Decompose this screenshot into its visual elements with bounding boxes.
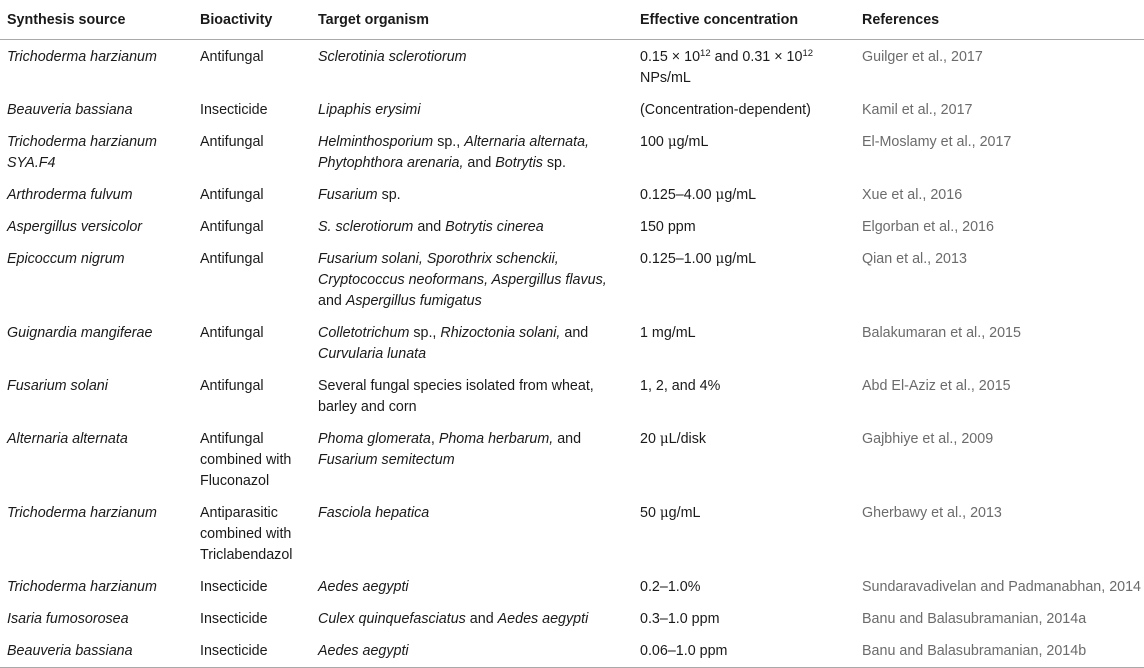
italic-text: Fusarium xyxy=(318,187,378,203)
text-run: NPs/mL xyxy=(640,70,691,86)
cell-effective-concentration xyxy=(633,40,855,95)
micro-symbol: μ xyxy=(659,431,669,447)
italic-text: Fusarium solani, Sporothrix schenckii, Cryptococcus neoformans, Aspergillus flavus, xyxy=(318,251,607,288)
cell-target-organism xyxy=(311,40,633,95)
text-run: g/mL xyxy=(676,134,709,150)
cell-reference: Guilger et al., 2017 xyxy=(862,49,983,65)
italic-text: Botrytis xyxy=(495,155,543,171)
synthesis-source-text: Beauveria bassiana xyxy=(7,643,133,659)
table-row xyxy=(0,40,1144,95)
table-row xyxy=(0,179,1144,211)
cell-synthesis-source xyxy=(0,126,193,179)
cell-effective-concentration xyxy=(633,370,855,423)
cell-reference: Sundaravadivelan and Padmanabhan, 2014 xyxy=(862,579,1142,595)
cell-bioactivity: Antiparasitic combined with Triclabendazol xyxy=(200,505,293,563)
synthesis-source-text: Fusarium solani xyxy=(7,378,108,394)
header-references: References xyxy=(862,12,940,28)
italic-text: S. sclerotiorum xyxy=(318,219,414,235)
micro-symbol: μ xyxy=(715,187,725,203)
table-header xyxy=(0,0,1144,40)
text-run: Several fungal species isolated from wheat, barley and corn xyxy=(318,378,594,415)
cell-effective-concentration xyxy=(633,317,855,370)
text-run: sp. xyxy=(377,187,401,203)
cell-synthesis-source xyxy=(0,423,193,497)
cell-bioactivity: Antifungal combined with Fluconazol xyxy=(200,431,292,489)
cell-effective-concentration xyxy=(633,571,855,603)
cell-target-organism xyxy=(311,497,633,571)
italic-text: Colletotrichum xyxy=(318,325,410,341)
cell-target-organism xyxy=(311,126,633,179)
cell-synthesis-source xyxy=(0,603,193,635)
cell-bioactivity: Antifungal xyxy=(200,378,264,394)
cell-target-organism xyxy=(311,423,633,497)
header-effective-concentration: Effective concentration xyxy=(640,12,799,28)
italic-text: Rhizoctonia solani, xyxy=(440,325,561,341)
italic-text: Phoma glomerata xyxy=(318,431,431,447)
cell-synthesis-source xyxy=(0,211,193,243)
cell-bioactivity: Antifungal xyxy=(200,49,264,65)
text-run: 0.125–1.00 xyxy=(640,251,716,267)
italic-text: Helminthosporium xyxy=(318,134,434,150)
cell-effective-concentration xyxy=(633,126,855,179)
cell-bioactivity: Antifungal xyxy=(200,219,264,235)
text-run: sp. xyxy=(542,155,566,171)
italic-text: Phoma herbarum, xyxy=(438,431,554,447)
text-run: 50 xyxy=(640,505,660,521)
cell-bioactivity: Antifungal xyxy=(200,325,264,341)
text-run: 0.125–4.00 xyxy=(640,187,716,203)
synthesis-source-text: Alternaria alternata xyxy=(7,431,128,447)
text-run: L/disk xyxy=(668,431,707,447)
cell-reference: Banu and Balasubramanian, 2014a xyxy=(862,611,1087,627)
text-run: 0.15 × 10 xyxy=(640,49,701,65)
synthesis-source-text: Aspergillus versicolor xyxy=(7,219,143,235)
cell-target-organism xyxy=(311,603,633,635)
table-row xyxy=(0,423,1144,497)
synthesis-source-text: Trichoderma harzianum xyxy=(7,49,157,65)
cell-effective-concentration xyxy=(633,211,855,243)
text-run: (Concentration-dependent) xyxy=(640,102,811,118)
cell-effective-concentration xyxy=(633,243,855,317)
text-run: 100 xyxy=(640,134,668,150)
cell-reference: Xue et al., 2016 xyxy=(862,187,963,203)
text-run: and xyxy=(463,155,496,171)
italic-text: Aspergillus fumigatus xyxy=(345,293,482,309)
header-row xyxy=(0,0,1144,40)
italic-text: Fasciola hepatica xyxy=(318,505,430,521)
cell-bioactivity: Insecticide xyxy=(200,643,268,659)
cell-target-organism xyxy=(311,94,633,126)
superscript: 12 xyxy=(700,48,711,59)
text-run: g/mL xyxy=(724,251,757,267)
cell-reference: Balakumaran et al., 2015 xyxy=(862,325,1021,341)
text-run: and xyxy=(560,325,589,341)
table-row xyxy=(0,243,1144,317)
cell-synthesis-source xyxy=(0,317,193,370)
italic-text: Lipaphis erysimi xyxy=(318,102,421,118)
cell-synthesis-source xyxy=(0,497,193,571)
table-row xyxy=(0,94,1144,126)
cell-synthesis-source xyxy=(0,370,193,423)
text-run: and xyxy=(413,219,446,235)
italic-text: Culex quinquefasciatus xyxy=(318,611,466,627)
synthesis-source-text: Arthroderma fulvum xyxy=(7,187,133,203)
italic-text: Aedes aegypti xyxy=(497,611,589,627)
cell-reference: Gajbhiye et al., 2009 xyxy=(862,431,994,447)
cell-effective-concentration xyxy=(633,94,855,126)
cell-bioactivity: Insecticide xyxy=(200,611,268,627)
text-run: , xyxy=(430,431,439,447)
synthesis-source-text: Guignardia mangiferae xyxy=(7,325,153,341)
header-bioactivity: Bioactivity xyxy=(200,12,273,28)
italic-text: Curvularia lunata xyxy=(318,346,427,362)
text-run: 20 xyxy=(640,431,660,447)
cell-reference: Gherbawy et al., 2013 xyxy=(862,505,1002,521)
cell-target-organism xyxy=(311,179,633,211)
text-run: 0.2–1.0% xyxy=(640,579,701,595)
table-row xyxy=(0,497,1144,571)
cell-reference: Elgorban et al., 2016 xyxy=(862,219,994,235)
cell-effective-concentration xyxy=(633,423,855,497)
italic-text: Fusarium semitectum xyxy=(318,452,455,468)
cell-target-organism xyxy=(311,370,633,423)
cell-synthesis-source xyxy=(0,571,193,603)
synthesis-source-text: Isaria fumosorosea xyxy=(7,611,129,627)
header-synthesis-source: Synthesis source xyxy=(7,12,126,28)
cell-synthesis-source xyxy=(0,243,193,317)
table-row xyxy=(0,370,1144,423)
italic-text: Botrytis cinerea xyxy=(445,219,544,235)
cell-bioactivity: Insecticide xyxy=(200,579,268,595)
table-body xyxy=(0,40,1144,668)
text-run: 1, 2, and 4% xyxy=(640,378,721,394)
italic-text: Aedes aegypti xyxy=(318,643,409,659)
table-row xyxy=(0,211,1144,243)
synthesis-source-text: Epicoccum nigrum xyxy=(7,251,125,267)
text-run: and 0.31 × 10 xyxy=(710,49,803,65)
cell-target-organism xyxy=(311,243,633,317)
cell-synthesis-source xyxy=(0,94,193,126)
text-run: sp., xyxy=(409,325,441,341)
cell-reference: Qian et al., 2013 xyxy=(862,251,967,267)
micro-symbol: μ xyxy=(659,505,669,521)
cell-effective-concentration xyxy=(633,603,855,635)
text-run: 1 mg/mL xyxy=(640,325,696,341)
text-run: 0.06–1.0 ppm xyxy=(640,643,728,659)
italic-text: Sclerotinia sclerotiorum xyxy=(318,49,467,65)
cell-synthesis-source xyxy=(0,179,193,211)
micro-symbol: μ xyxy=(715,251,725,267)
synthesis-source-text: Trichoderma harzianum xyxy=(7,579,157,595)
text-run: sp., xyxy=(433,134,465,150)
cell-effective-concentration xyxy=(633,497,855,571)
table-row xyxy=(0,571,1144,603)
cell-target-organism xyxy=(311,571,633,603)
cell-bioactivity: Antifungal xyxy=(200,187,264,203)
cell-reference: Banu and Balasubramanian, 2014b xyxy=(862,643,1087,659)
cell-reference: Kamil et al., 2017 xyxy=(862,102,973,118)
table-row xyxy=(0,126,1144,179)
cell-effective-concentration xyxy=(633,179,855,211)
italic-text: Aedes aegypti xyxy=(318,579,409,595)
cell-synthesis-source xyxy=(0,40,193,95)
micro-symbol: μ xyxy=(667,134,677,150)
synthesis-source-text: Beauveria bassiana xyxy=(7,102,133,118)
cell-bioactivity: Antifungal xyxy=(200,134,264,150)
cell-reference: El-Moslamy et al., 2017 xyxy=(862,134,1012,150)
table-row xyxy=(0,603,1144,635)
table-row xyxy=(0,317,1144,370)
text-run: g/mL xyxy=(668,505,701,521)
text-run: g/mL xyxy=(724,187,757,203)
superscript: 12 xyxy=(802,48,814,59)
header-target-organism: Target organism xyxy=(318,12,429,28)
synthesis-source-text: Trichoderma harzianum SYA.F4 xyxy=(7,134,157,171)
cell-target-organism xyxy=(311,317,633,370)
text-run: 150 ppm xyxy=(640,219,696,235)
italic-text: Alternaria alternata, Phytophthora arenaria, xyxy=(318,134,589,171)
cell-reference: Abd El-Aziz et al., 2015 xyxy=(862,378,1011,394)
text-run: 0.3–1.0 ppm xyxy=(640,611,720,627)
cell-target-organism xyxy=(311,211,633,243)
synthesis-source-text: Trichoderma harzianum xyxy=(7,505,157,521)
text-run: and xyxy=(553,431,582,447)
text-run: and xyxy=(465,611,498,627)
cell-bioactivity: Antifungal xyxy=(200,251,264,267)
text-run: and xyxy=(318,293,346,309)
cell-bioactivity: Insecticide xyxy=(200,102,268,118)
